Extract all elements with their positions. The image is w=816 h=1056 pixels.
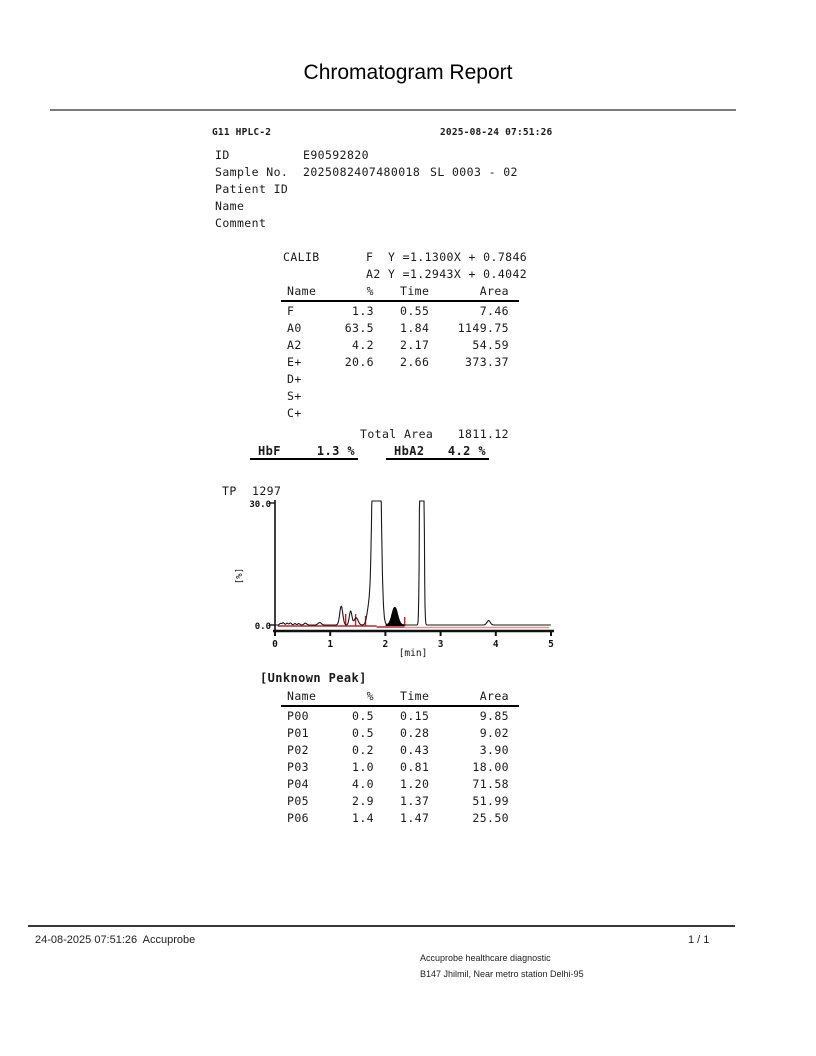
cell-pct: 2.9 <box>352 794 374 808</box>
field-label-id: ID <box>215 148 230 162</box>
cell-name: P02 <box>287 743 309 757</box>
cell-pct: 1.0 <box>352 760 374 774</box>
calib-equation-a2: A2 Y =1.2943X + 0.4042 <box>366 267 528 281</box>
x-tick-label: 3 <box>437 639 444 650</box>
hbf-value: 1.3 % <box>316 444 355 458</box>
calib-label: CALIB <box>283 250 320 264</box>
cell-time: 1.47 <box>400 811 430 825</box>
x-tick-label: 5 <box>548 639 554 650</box>
col-header-pct: % <box>366 284 374 298</box>
col-header-time: Time <box>400 284 430 298</box>
cell-pct: 1.4 <box>352 811 374 825</box>
cell-area: 54.59 <box>472 338 509 352</box>
table-row <box>281 372 519 389</box>
x-tick-label: 2 <box>382 639 389 650</box>
field-value-sample-no: 2025082407480018 <box>303 165 421 179</box>
footer-left <box>35 934 195 946</box>
col-header-time: Time <box>400 689 430 703</box>
col-header-name: Name <box>287 284 317 298</box>
cell-pct: 1.3 <box>352 304 374 318</box>
cell-time: 1.20 <box>400 777 430 791</box>
tp-label: TP <box>222 484 237 498</box>
footer-datetime: 24-08-2025 07:51:26 <box>35 934 138 946</box>
cell-area: 9.85 <box>479 709 509 723</box>
cell-pct: 0.2 <box>352 743 374 757</box>
table-row <box>281 389 519 406</box>
a2-filled-peak <box>386 608 404 626</box>
calib-equation-f: F Y =1.1300X + 0.7846 <box>366 250 528 264</box>
page-number: 1 / 1 <box>688 934 710 946</box>
total-area-label: Total Area <box>360 427 434 441</box>
fraction-table-header <box>281 284 519 301</box>
fraction-table-rule <box>281 300 519 302</box>
cell-name: P05 <box>287 794 309 808</box>
cell-area: 18.00 <box>472 760 509 774</box>
cell-area: 25.50 <box>472 811 509 825</box>
table-row <box>281 338 519 355</box>
cell-name: D+ <box>287 372 302 386</box>
cell-time: 0.81 <box>400 760 430 774</box>
x-axis-unit-label: [min] <box>398 648 428 659</box>
cell-time: 1.84 <box>400 321 430 335</box>
chromatogram-trace <box>275 501 551 625</box>
cell-name: P00 <box>287 709 309 723</box>
cell-time: 0.15 <box>400 709 430 723</box>
cell-area: 71.58 <box>472 777 509 791</box>
table-row <box>281 709 519 726</box>
cell-pct: 4.2 <box>352 338 374 352</box>
col-header-pct: % <box>366 689 374 703</box>
table-row <box>281 743 519 760</box>
cell-pct: 63.5 <box>344 321 374 335</box>
cell-name: P01 <box>287 726 309 740</box>
footer-operator: Accuprobe <box>142 934 196 946</box>
cell-pct: 4.0 <box>352 777 374 791</box>
footer-org: Accuprobe healthcare diagnostic <box>420 953 551 963</box>
cell-name: P03 <box>287 760 309 774</box>
cell-name: E+ <box>287 355 302 369</box>
field-label-name: Name <box>215 199 245 213</box>
cell-time: 1.37 <box>400 794 430 808</box>
cell-area: 7.46 <box>479 304 509 318</box>
cell-pct: 20.6 <box>344 355 374 369</box>
y-max-label: 30.0 <box>249 500 271 510</box>
tp-value: 1297 <box>252 484 282 498</box>
col-header-area: Area <box>479 689 509 703</box>
table-row <box>281 355 519 372</box>
header-divider <box>50 109 736 111</box>
field-label-patient-id: Patient ID <box>215 182 289 196</box>
field-label-comment: Comment <box>215 216 267 230</box>
field-extra-sample-slot: SL 0003 - 02 <box>430 165 518 179</box>
table-row <box>281 726 519 743</box>
summary-hbf <box>250 444 358 460</box>
cell-area: 51.99 <box>472 794 509 808</box>
cell-name: C+ <box>287 406 302 420</box>
device-id: G11 HPLC-2 <box>212 127 272 138</box>
field-value-id: E90592820 <box>303 148 369 162</box>
cell-time: 0.28 <box>400 726 430 740</box>
cell-area: 1149.75 <box>457 321 509 335</box>
y-axis-unit-label: [%] <box>235 567 245 585</box>
hba2-label: HbA2 <box>394 444 425 458</box>
table-row <box>281 811 519 828</box>
table-row <box>281 304 519 321</box>
report-datetime: 2025-08-24 07:51:26 <box>440 127 553 138</box>
cell-time: 0.43 <box>400 743 430 757</box>
cell-area: 373.37 <box>465 355 509 369</box>
col-header-name: Name <box>287 689 317 703</box>
y-min-label: 0.0 <box>254 622 271 632</box>
cell-time: 2.66 <box>400 355 430 369</box>
col-header-area: Area <box>479 284 509 298</box>
cell-name: A2 <box>287 338 302 352</box>
cell-name: F <box>287 304 295 318</box>
unknown-table-header <box>281 689 519 706</box>
x-tick-label: 1 <box>327 639 334 650</box>
cell-time: 2.17 <box>400 338 430 352</box>
chromatogram-plot <box>230 486 570 661</box>
cell-pct: 0.5 <box>352 726 374 740</box>
x-tick-label: 0 <box>272 639 278 650</box>
cell-area: 9.02 <box>479 726 509 740</box>
page-title: Chromatogram Report <box>303 61 513 84</box>
cell-area: 3.90 <box>479 743 509 757</box>
cell-name: P06 <box>287 811 309 825</box>
x-tick-label: 4 <box>492 639 499 650</box>
cell-name: P04 <box>287 777 309 791</box>
cell-name: S+ <box>287 389 302 403</box>
table-row <box>281 794 519 811</box>
cell-name: A0 <box>287 321 302 335</box>
unknown-peak-title: [Unknown Peak] <box>260 671 367 685</box>
hbf-label: HbF <box>258 444 281 458</box>
table-row <box>281 321 519 338</box>
footer-address: B147 Jhilmil, Near metro station Delhi-95 <box>420 969 584 979</box>
unknown-table-rule <box>281 705 519 707</box>
cell-pct: 0.5 <box>352 709 374 723</box>
table-row <box>281 777 519 794</box>
cell-time: 0.55 <box>400 304 430 318</box>
footer-divider <box>28 925 735 927</box>
table-row <box>281 406 519 423</box>
field-label-sample-no: Sample No. <box>215 165 289 179</box>
table-row <box>281 760 519 777</box>
summary-hba2 <box>386 444 489 460</box>
total-area-value: 1811.12 <box>457 427 509 441</box>
hba2-value: 4.2 % <box>447 444 486 458</box>
total-area-row <box>281 427 519 444</box>
